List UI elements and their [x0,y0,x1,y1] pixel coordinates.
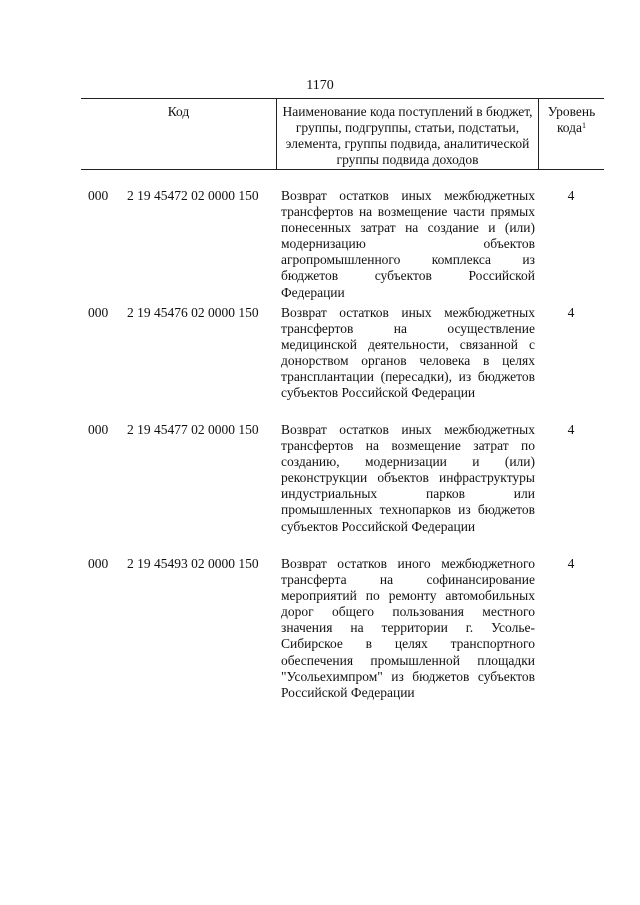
header-level [539,99,604,169]
row-admin-code: 000 [88,556,109,571]
header-name: Наименование кода поступлений в бюджет, группы, подгруппы, статьи, подстатьи, элемента, группы подвида, аналитической группы подвида доходов [276,99,539,169]
row-budget-code: 2 19 45477 02 0000 150 [127,422,259,437]
row-name: Возврат остатков иных межбюджетных трансфертов на возмещение части прямых понесенных затрат на создание и (или) модернизацию объектов агропромышленного комплекса из бюджетов субъектов Российской Федерации [281,188,535,300]
row-admin-code: 000 [88,422,109,437]
row-admin-code: 000 [88,188,109,203]
row-budget-code: 2 19 45493 02 0000 150 [127,556,259,571]
row-budget-code: 2 19 45472 02 0000 150 [127,188,259,203]
table-header [81,98,604,170]
row-name: Возврат остатков иных межбюджетных трансфертов на осуществление медицинской деятельности, связанной с донорством органов человека в целях трансплантации (пересадки), из бюджетов субъектов Российской Федерации [281,305,535,401]
row-name: Возврат остатков иных межбюджетных трансфертов на возмещение затрат по созданию, модернизации и (или) реконструкции объектов инфраструктуры индустриальных парков или промышленных технопарков из бюджетов субъектов Российской Федерации [281,422,535,534]
row-admin-code: 000 [88,305,109,320]
row-level: 4 [567,305,575,320]
row-name: Возврат остатков иного межбюджетного трансферта на софинансирование мероприятий по ремонту автомобильных дорог общего пользования местного значения на территории г. Усолье-Сибирское в целях транспортного обеспечения промышленной площадки "Усольехимпром" из бюджетов субъектов Российской Федерации [281,556,535,700]
row-level: 4 [567,188,575,203]
header-level-footnote: 1 [582,121,587,130]
header-code: Код [167,104,190,119]
row-level: 4 [567,556,575,571]
page-number: 1170 [306,78,334,93]
row-budget-code: 2 19 45476 02 0000 150 [127,305,259,320]
header-level-label: Уровень кода [547,104,596,135]
row-level: 4 [567,422,575,437]
